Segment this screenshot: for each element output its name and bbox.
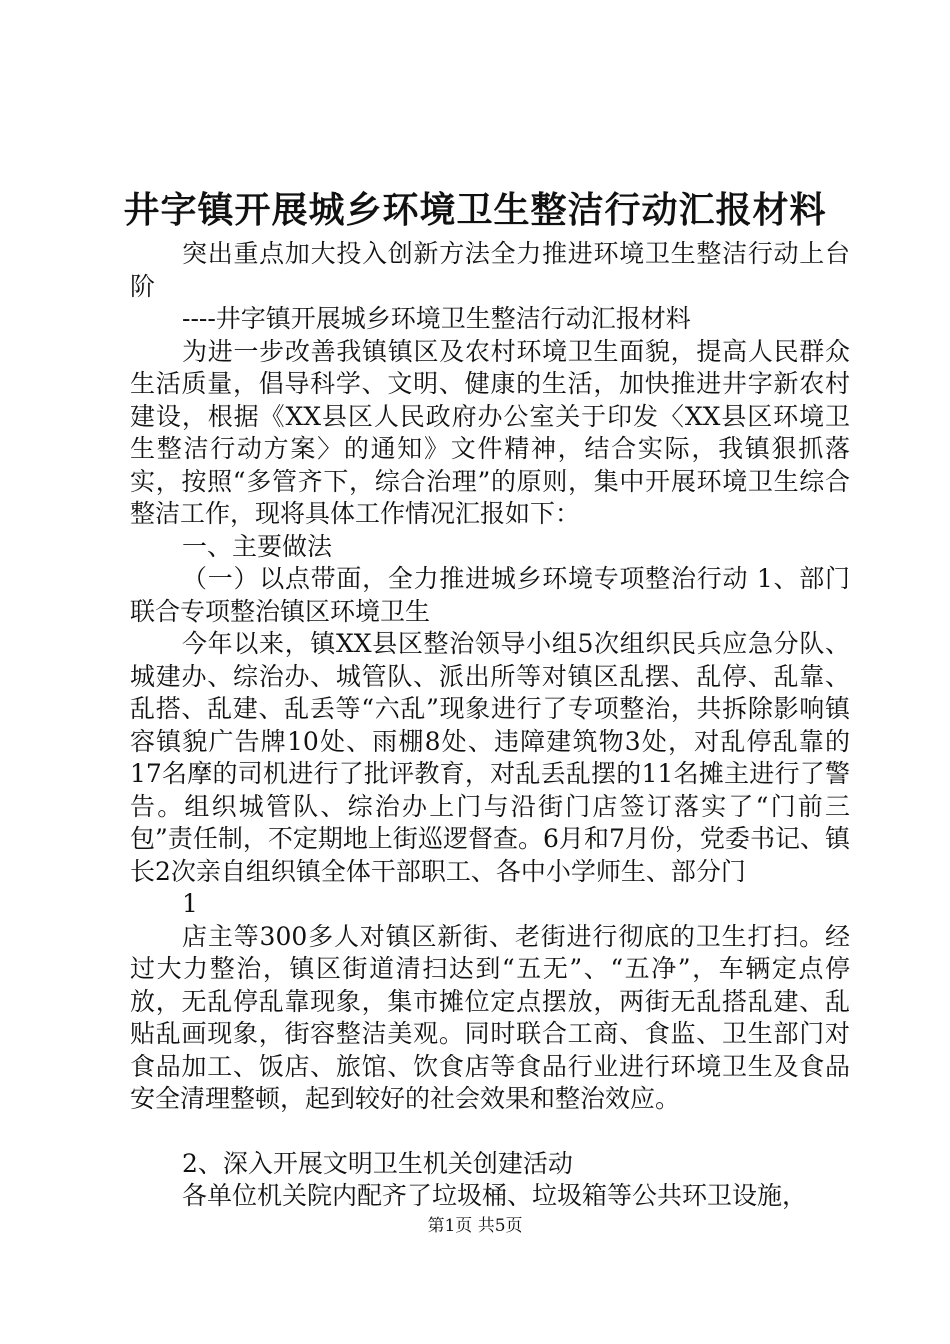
- subtitle: 突出重点加大投入创新方法全力推进环境卫生整洁行动上台阶: [130, 239, 850, 301]
- item-heading: 2、深入开展文明卫生机关创建活动: [182, 1148, 573, 1178]
- subtitle-reference: ----井字镇开展城乡环境卫生整洁行动汇报材料: [182, 304, 691, 333]
- document-title: 井字镇开展城乡环境卫生整洁行动汇报材料: [123, 189, 827, 231]
- document-body: [130, 238, 850, 1213]
- body-paragraph: 今年以来，镇XX县区整治领导小组5次组织民兵应急分队、城建办、综治办、城管队、派出所等对镇区乱摆、乱停、乱靠、乱搭、乱建、乱丢等“六乱”现象进行了专项整治，共拆除影响镇容镇貌广告牌10处、雨棚8处、违障建筑物3处，对乱停乱靠的17名摩的司机进行了批评教育，对乱丢乱摆的11名摊主进行了警告。组织城管队、综治办上门与沿街门店签订落实了“门前三包”责任制，不定期地上街巡逻督查。6月和7月份，党委书记、镇长2次亲自组织镇全体干部职工、各中小学师生、部分门: [130, 629, 850, 886]
- paragraph-gap: [130, 1116, 850, 1148]
- body-paragraph: 店主等300多人对镇区新街、老街进行彻底的卫生打扫。经过大力整治，镇区街道清扫达到“五无”、“五净”，车辆定点停放，无乱停乱靠现象，集市摊位定点摆放，两街无乱搭乱建、乱贴乱画现象，街容整洁美观。同时联合工商、食监、卫生部门对食品加工、饭店、旅馆、饮食店等食品行业进行环境卫生及食品安全清理整顿，起到较好的社会效果和整治效应。: [130, 921, 850, 1113]
- section-heading: 一、主要做法: [182, 531, 333, 561]
- page-marker: 1: [182, 889, 198, 918]
- subsection-heading: （一）以点带面，全力推进城乡环境专项整治行动 1、部门联合专项整治镇区环境卫生: [130, 564, 850, 626]
- intro-paragraph: 为进一步改善我镇镇区及农村环境卫生面貌，提高人民群众生活质量，倡导科学、文明、健康的生活，加快推进井字新农村建设，根据《XX县区人民政府办公室关于印发〈XX县区环境卫生整洁行动方案〉的通知》文件精神，结合实际，我镇狠抓落实，按照“多管齐下，综合治理”的原则，集中开展环境卫生综合整洁工作，现将具体工作情况汇报如下：: [130, 336, 850, 528]
- page-footer: 第1页 共5页: [427, 1216, 523, 1236]
- body-paragraph: 各单位机关院内配齐了垃圾桶、垃圾箱等公共环卫设施，: [182, 1181, 808, 1210]
